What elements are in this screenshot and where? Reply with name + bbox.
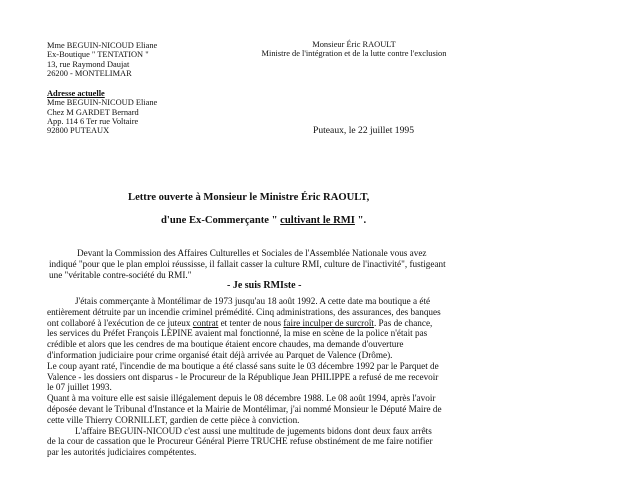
body-text: et tenter de nous: [218, 317, 284, 328]
current-address-heading: Adresse actuelle: [47, 89, 105, 98]
body-underlined-text: contrat: [192, 317, 219, 328]
letter-title-suffix: ".: [354, 215, 367, 226]
body-line: crédible et alors que les cendres de ma boutique étaient encore chaudes, ma demande d'ouverture: [47, 339, 404, 350]
body-line: Le coup ayant raté, l'incendie de ma boutique a été classé sans suite le 03 décembre 1992 par le Parquet de: [47, 360, 439, 371]
recipient-block: [247, 40, 461, 59]
body-line: les services du Préfet François LÉPINE avaient mal fonctionné, la mise en scène de la police n'était pas: [47, 328, 428, 339]
body-text: ont collaboré à l'exécution de ce juteux: [47, 317, 193, 328]
current-address-block: [47, 89, 157, 135]
current-address-city: 92800 PUTEAUX: [47, 126, 110, 136]
body-text: . Pas de chance,: [373, 317, 433, 328]
intro-line: indiqué "pour que le plan emploi réussisse, il fallait casser la culture RMI, culture de l'inactivité", fustigeant: [49, 258, 446, 269]
current-address-street: App. 114 6 Ter rue Voltaire: [47, 116, 139, 126]
recipient-title: Ministre de l'intégration et de la lutte contre l'exclusion: [261, 49, 447, 59]
body-line: L'affaire BEGUIN-NICOUD c'est aussi une multitude de jugements bidons dont deux faux arrêts: [75, 425, 432, 436]
body-line: déposée devant le Tribunal d'Instance et la Mairie de Montélimar, j'ai nommé Monsieur le Député Maire de: [47, 403, 442, 414]
letter-title-line-1: [128, 192, 369, 203]
body-line: Valence - les dossiers ont disparus - le Procureur de la République Jean PHILIPPE a refusé de me recevoir: [47, 371, 439, 382]
current-address-name: Mme BEGUIN-NICOUD Eliane: [47, 98, 158, 108]
intro-line: Devant la Commission des Affaires Culturelles et Sociales de l'Assemblée Nationale vous avez: [77, 248, 427, 258]
sender-city: 26200 - MONTELIMAR: [47, 68, 132, 78]
sender-name: Mme BEGUIN-NICOUD Eliane: [47, 41, 158, 50]
body-line-mixed: [47, 318, 442, 329]
letter-title-line-2: [161, 215, 366, 226]
place-date: Puteaux, le 22 juillet 1995: [313, 125, 414, 136]
body-line: entièrement détruite par un incendie criminel prémédité. Cinq administrations, des assurances, des banques: [47, 306, 441, 317]
body-line: Quant à ma voiture elle est saisie illégalement depuis le 08 décembre 1988. Le 08 août 1994, après l'avoir: [47, 393, 436, 404]
body-line: le 07 juillet 1993.: [47, 382, 112, 393]
sender-street: 13, rue Raymond Daujat: [47, 59, 130, 69]
letter-title-underlined: cultivant le RMI: [280, 215, 355, 226]
body-line: d'information judiciaire pour crime organisé était déjà arrivée au Parquet de Valence (Drôme).: [47, 349, 393, 360]
letter-title-prefix: d'une Ex-Commerçante ": [161, 215, 281, 226]
letter-title-text: Lettre ouverte à Monsieur le Ministre Éric RAOULT,: [128, 192, 370, 203]
body-line: J'étais commerçante à Montélimar de 1973 jusqu'au 18 août 1992. A cette date ma boutique a été: [75, 296, 431, 306]
intro-line: une "véritable contre-société du RMI.": [49, 269, 192, 280]
sender-address-block: [47, 41, 157, 78]
main-paragraph: [47, 296, 442, 458]
body-line: de la cour de cassation que le Procureur Général Pierre TRUCHE refuse obstinément de me faire notifier: [47, 436, 433, 447]
intro-paragraph: [49, 248, 446, 280]
body-line: par les autorités judiciaires compétentes.: [47, 447, 197, 458]
current-address-care-of: Chez M GARDET Bernard: [47, 107, 139, 117]
subheading: - Je suis RMIste -: [227, 280, 302, 291]
body-underlined-text: faire inculper de surcroît: [283, 317, 374, 328]
body-line: cette ville Thierry CORNILLET, gardien de cette pièce à conviction.: [47, 414, 300, 425]
recipient-name: Monsieur Éric RAOULT: [312, 40, 396, 49]
sender-shop: Ex-Boutique " TENTATION ": [47, 50, 149, 60]
